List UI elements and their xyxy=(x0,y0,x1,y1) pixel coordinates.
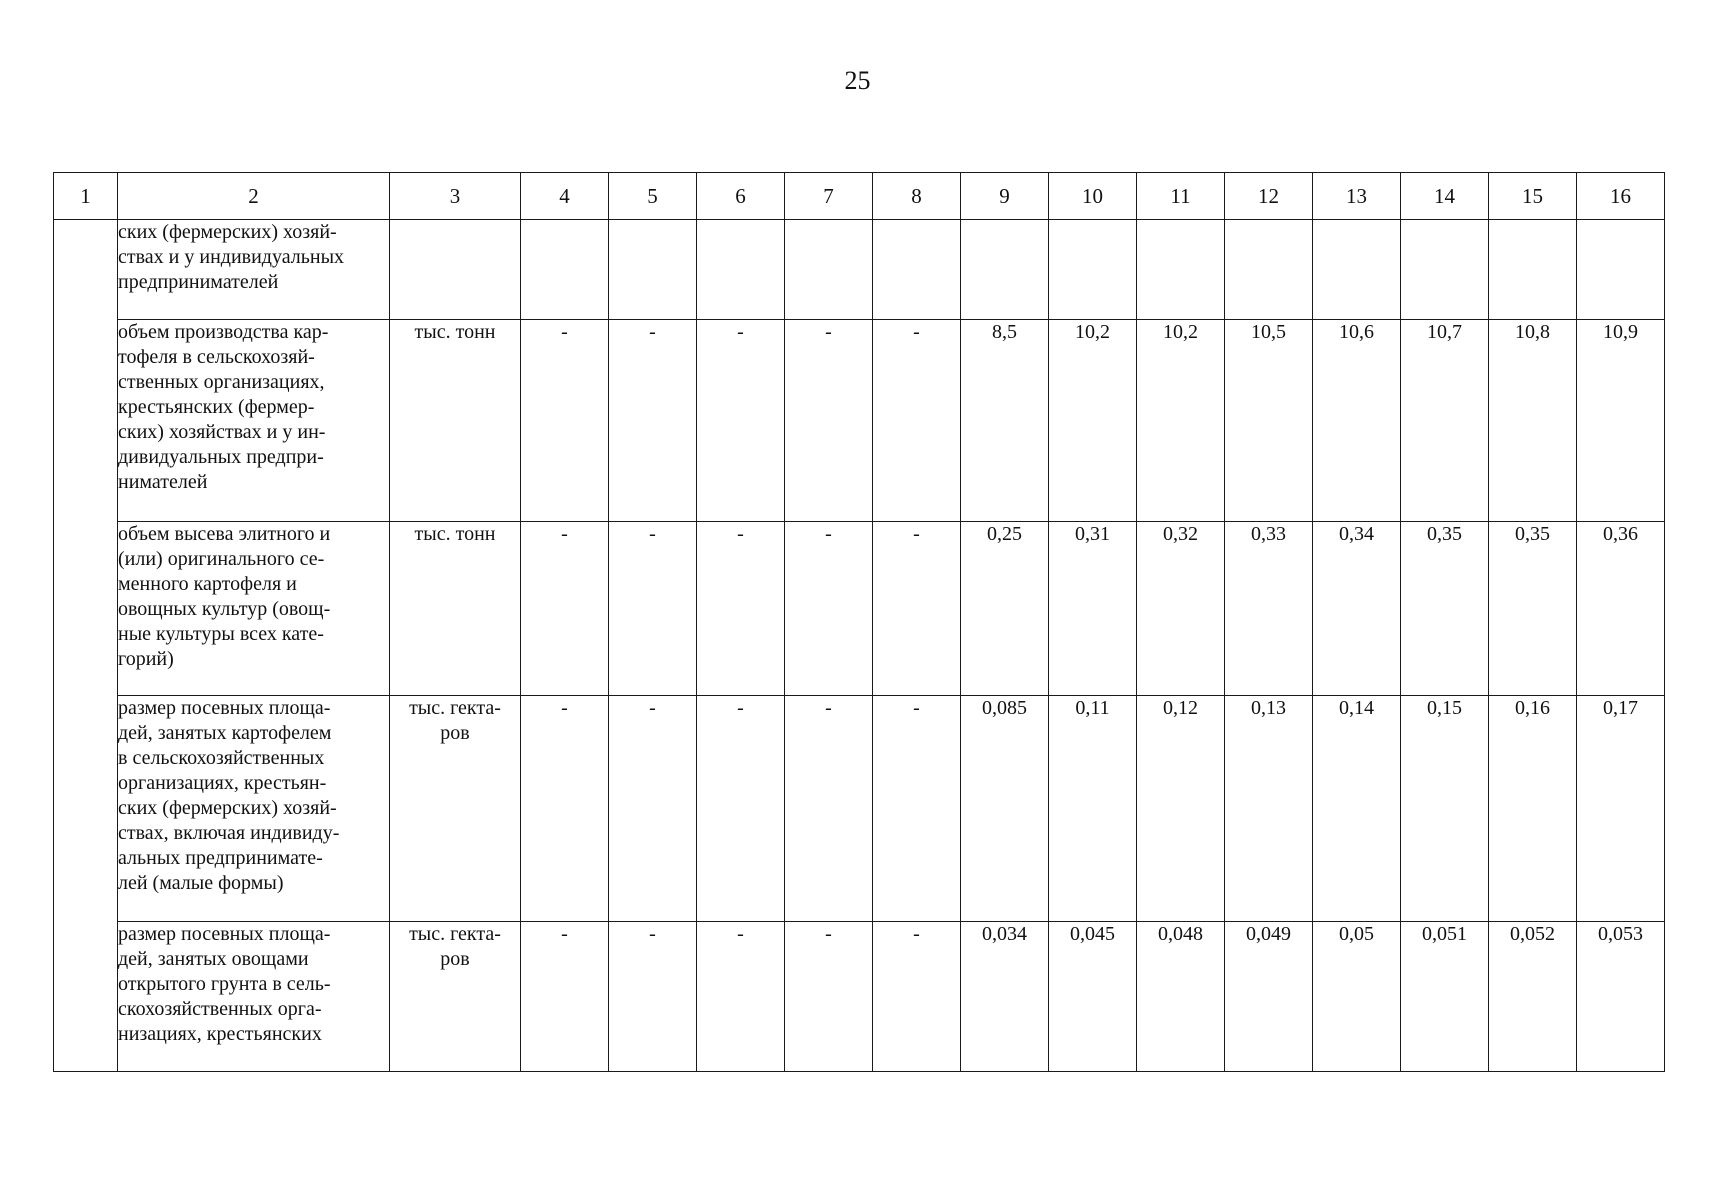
column-number: 9 xyxy=(961,173,1049,220)
value-cell: - xyxy=(609,320,697,522)
column-number: 2 xyxy=(118,173,390,220)
value-cell: 10,2 xyxy=(1137,320,1225,522)
value-cell: 0,13 xyxy=(1225,696,1313,922)
value-cell: - xyxy=(785,522,873,696)
value-cell: 0,25 xyxy=(961,522,1049,696)
value-cell: 10,6 xyxy=(1313,320,1401,522)
unit-cell: тыс. гекта- ров xyxy=(390,696,521,922)
value-cell: 0,085 xyxy=(961,696,1049,922)
value-cell: 10,2 xyxy=(1049,320,1137,522)
value-cell xyxy=(785,220,873,320)
value-cell: 10,9 xyxy=(1577,320,1665,522)
column-number: 10 xyxy=(1049,173,1137,220)
table-row xyxy=(54,220,1665,320)
value-cell: 0,05 xyxy=(1313,922,1401,1072)
value-cell: 0,15 xyxy=(1401,696,1489,922)
value-cell: - xyxy=(873,320,961,522)
value-cell: 0,16 xyxy=(1489,696,1577,922)
value-cell xyxy=(609,220,697,320)
value-cell xyxy=(697,220,785,320)
value-cell: 0,32 xyxy=(1137,522,1225,696)
value-cell: 0,11 xyxy=(1049,696,1137,922)
value-cell: 0,045 xyxy=(1049,922,1137,1072)
value-cell: 10,5 xyxy=(1225,320,1313,522)
value-cell xyxy=(1577,220,1665,320)
unit-cell: тыс. тонн xyxy=(390,320,521,522)
value-cell: - xyxy=(785,320,873,522)
value-cell: - xyxy=(785,696,873,922)
page-number: 25 xyxy=(844,66,871,95)
column-number: 12 xyxy=(1225,173,1313,220)
value-cell: 0,35 xyxy=(1401,522,1489,696)
column-number: 4 xyxy=(521,173,609,220)
value-cell: - xyxy=(873,922,961,1072)
row-number-cell xyxy=(54,220,118,1072)
unit-cell xyxy=(390,220,521,320)
value-cell: - xyxy=(521,696,609,922)
table-body xyxy=(54,220,1665,1072)
value-cell: 0,052 xyxy=(1489,922,1577,1072)
value-cell: - xyxy=(873,522,961,696)
data-table xyxy=(53,172,1665,1072)
value-cell xyxy=(1489,220,1577,320)
column-number: 5 xyxy=(609,173,697,220)
value-cell: - xyxy=(609,922,697,1072)
value-cell: - xyxy=(697,696,785,922)
value-cell: 0,048 xyxy=(1137,922,1225,1072)
table-row xyxy=(54,922,1665,1072)
value-cell: - xyxy=(697,522,785,696)
column-number: 13 xyxy=(1313,173,1401,220)
value-cell: 0,35 xyxy=(1489,522,1577,696)
value-cell: 0,36 xyxy=(1577,522,1665,696)
value-cell: - xyxy=(521,922,609,1072)
column-number: 7 xyxy=(785,173,873,220)
value-cell xyxy=(1137,220,1225,320)
indicator-cell: объем производства кар- тофеля в сельскохозяй- ственных организациях, крестьянских (фермер- ских) хозяйствах и у ин- дивидуальных предпри- нимателей xyxy=(118,320,390,522)
value-cell xyxy=(961,220,1049,320)
value-cell: 10,7 xyxy=(1401,320,1489,522)
value-cell: 0,053 xyxy=(1577,922,1665,1072)
value-cell xyxy=(873,220,961,320)
table-row xyxy=(54,696,1665,922)
value-cell: 0,049 xyxy=(1225,922,1313,1072)
value-cell xyxy=(1049,220,1137,320)
value-cell: 0,17 xyxy=(1577,696,1665,922)
value-cell: - xyxy=(609,696,697,922)
table-row xyxy=(54,522,1665,696)
unit-cell: тыс. тонн xyxy=(390,522,521,696)
value-cell: 8,5 xyxy=(961,320,1049,522)
column-number: 11 xyxy=(1137,173,1225,220)
value-cell: 0,34 xyxy=(1313,522,1401,696)
column-number: 14 xyxy=(1401,173,1489,220)
value-cell: 0,33 xyxy=(1225,522,1313,696)
value-cell: 0,31 xyxy=(1049,522,1137,696)
indicator-cell: размер посевных площа- дей, занятых овощами открытого грунта в сель- скохозяйственных орга- низациях, крестьянских xyxy=(118,922,390,1072)
column-number: 1 xyxy=(54,173,118,220)
value-cell xyxy=(1313,220,1401,320)
value-cell: - xyxy=(521,320,609,522)
value-cell: - xyxy=(521,522,609,696)
value-cell: - xyxy=(609,522,697,696)
column-number: 15 xyxy=(1489,173,1577,220)
value-cell: - xyxy=(697,320,785,522)
column-number: 8 xyxy=(873,173,961,220)
indicator-cell: размер посевных площа- дей, занятых картофелем в сельскохозяйственных организациях, крестьян- ских (фермерских) хозяй- ствах, включая индивиду- альных предпринимате- лей (малые формы) xyxy=(118,696,390,922)
value-cell: - xyxy=(873,696,961,922)
column-number: 16 xyxy=(1577,173,1665,220)
value-cell xyxy=(1401,220,1489,320)
value-cell: - xyxy=(785,922,873,1072)
value-cell: - xyxy=(697,922,785,1072)
column-number: 3 xyxy=(390,173,521,220)
indicator-cell: ских (фермерских) хозяй- ствах и у индивидуальных предпринимателей xyxy=(118,220,390,320)
value-cell: 0,051 xyxy=(1401,922,1489,1072)
unit-cell: тыс. гекта- ров xyxy=(390,922,521,1072)
value-cell xyxy=(1225,220,1313,320)
indicator-cell: объем высева элитного и (или) оригинального се- менного картофеля и овощных культур (овощ- ные культуры всех кате- горий) xyxy=(118,522,390,696)
value-cell: 0,034 xyxy=(961,922,1049,1072)
value-cell: 0,14 xyxy=(1313,696,1401,922)
value-cell: 0,12 xyxy=(1137,696,1225,922)
table-row xyxy=(54,320,1665,522)
value-cell xyxy=(521,220,609,320)
value-cell: 10,8 xyxy=(1489,320,1577,522)
column-number: 6 xyxy=(697,173,785,220)
column-number-row xyxy=(54,173,1665,220)
